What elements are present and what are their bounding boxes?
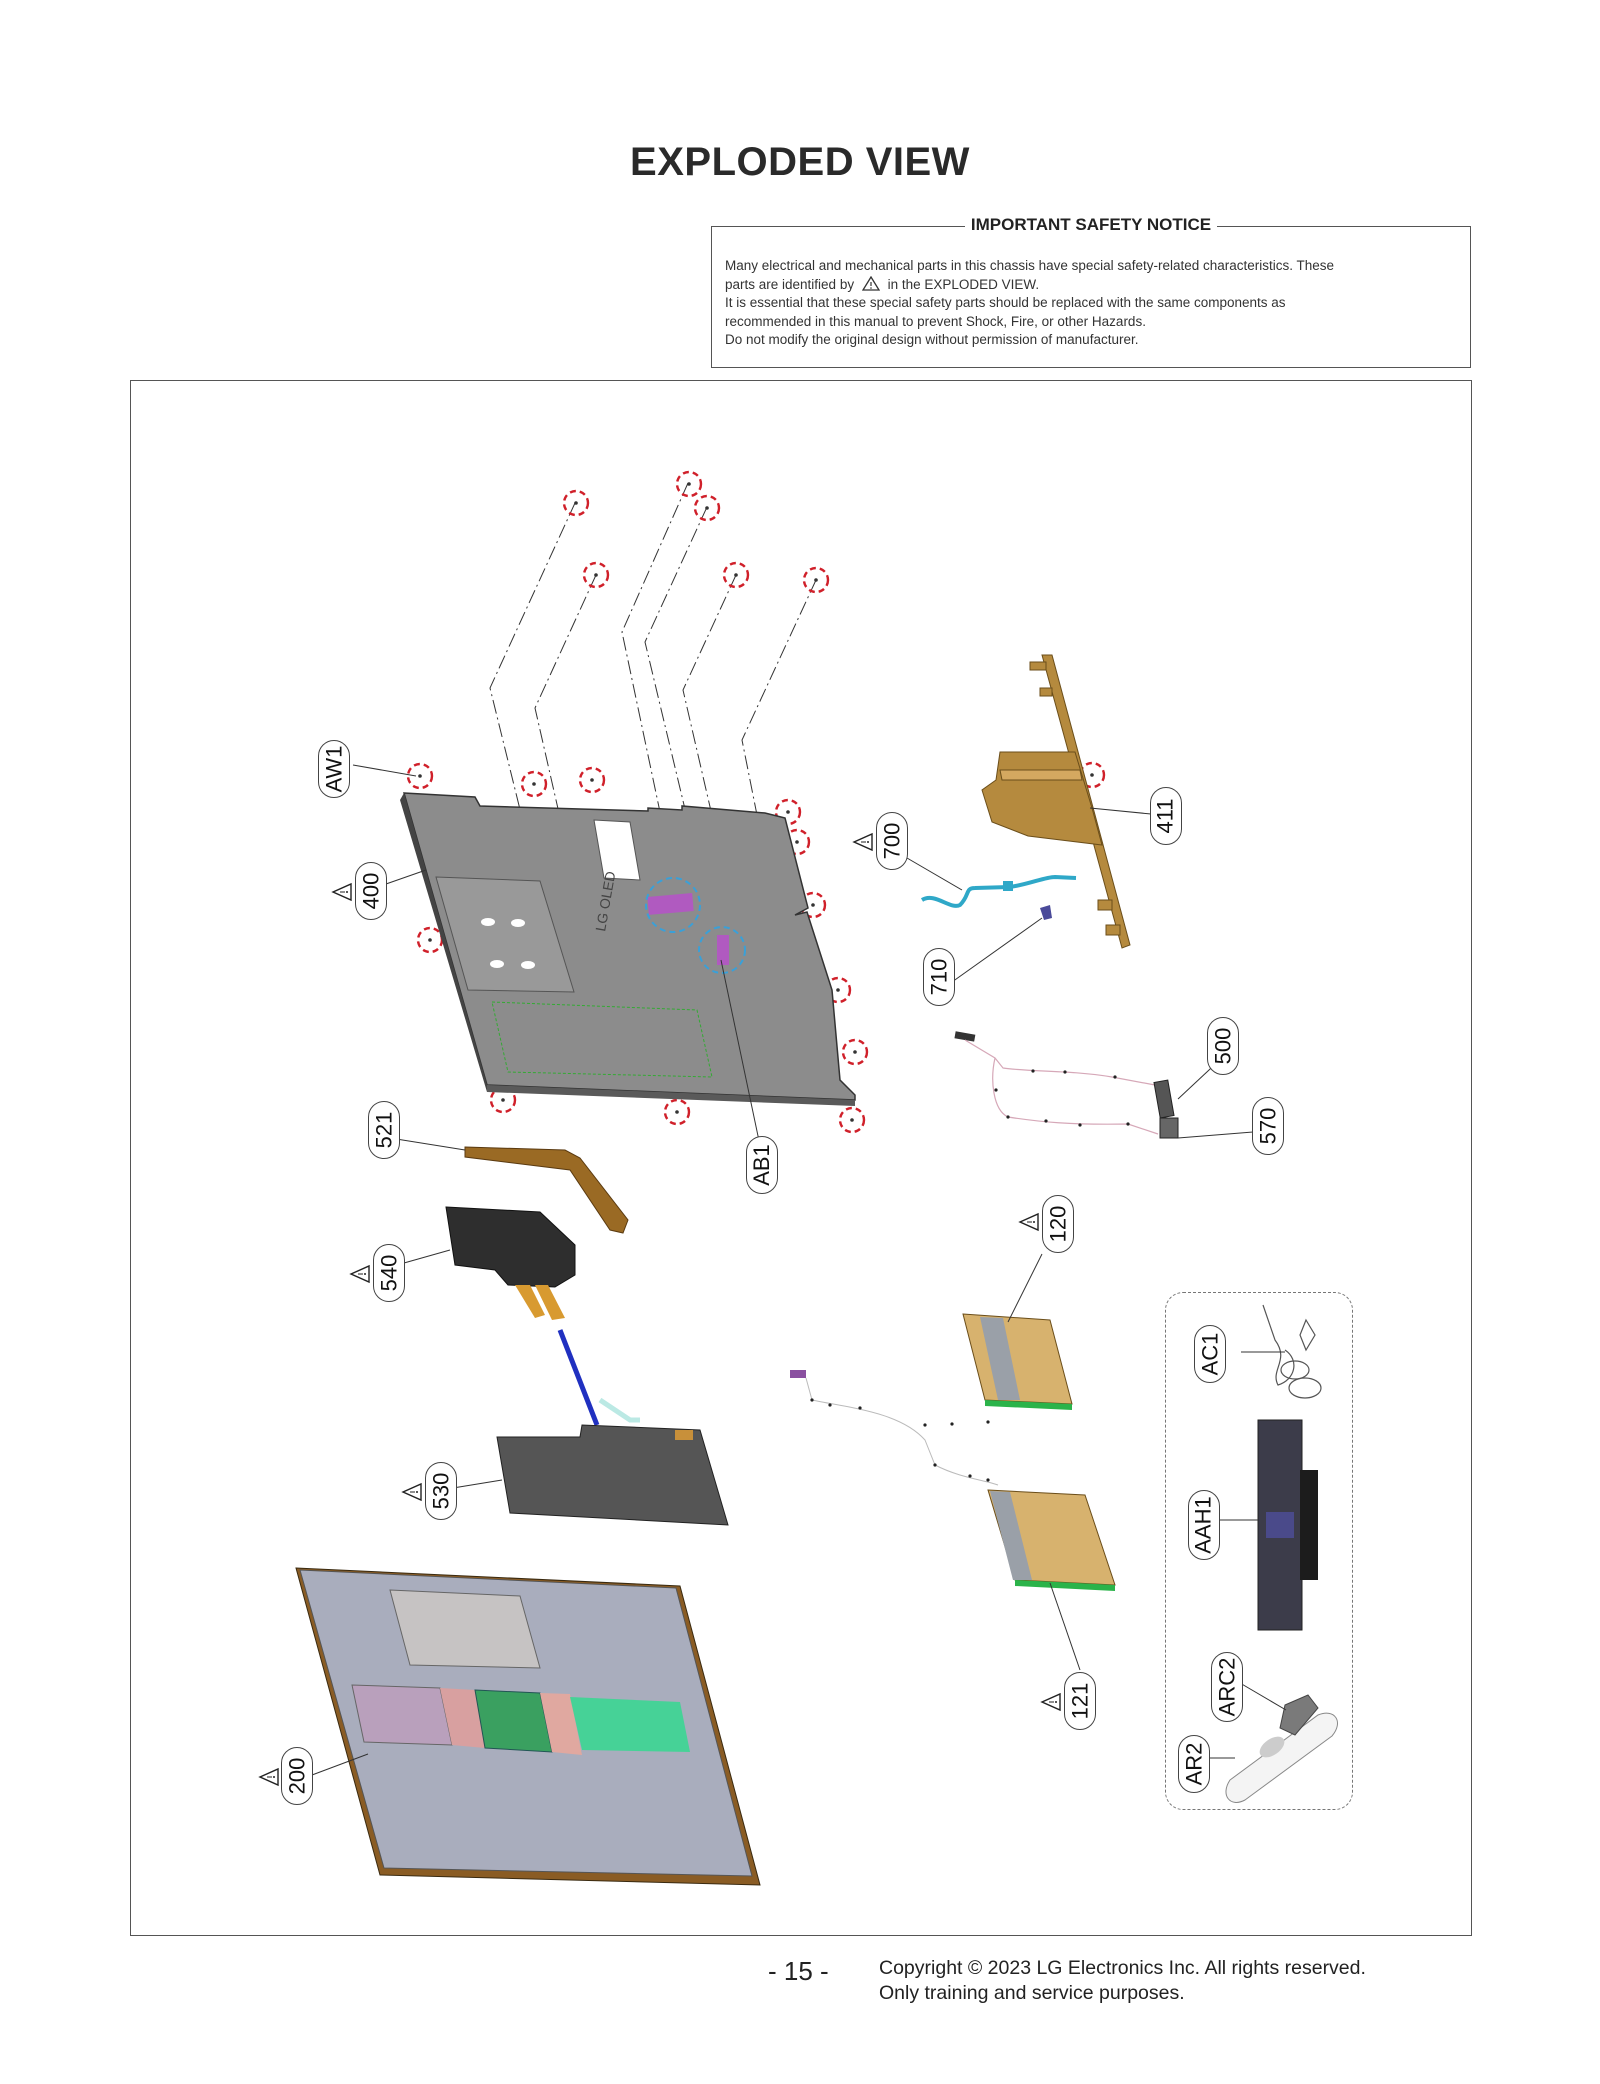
copyright-line-1: Copyright © 2023 LG Electronics Inc. All rights reserved. xyxy=(879,1957,1366,1979)
copyright-line-2: Only training and service purposes. xyxy=(879,1982,1185,2004)
page-number: - 15 - xyxy=(768,1956,829,1986)
callout-AW1: AW1 xyxy=(318,740,350,798)
callout-540: 540 xyxy=(373,1244,405,1302)
warning-triangle-icon xyxy=(852,832,874,852)
copyright-notice xyxy=(879,1956,1366,2006)
notice-line-5: Do not modify the original design without permission of manufacturer. xyxy=(725,332,1139,347)
warning-triangle-icon xyxy=(349,1264,371,1284)
board-interconnect-cable xyxy=(790,1370,998,1485)
page-title: EXPLODED VIEW xyxy=(630,140,970,184)
callout-AB1: AB1 xyxy=(746,1136,778,1194)
callout-AR2: AR2 xyxy=(1178,1735,1210,1793)
ffc-cable xyxy=(560,1330,597,1425)
oled-panel-200 xyxy=(296,1568,760,1885)
callout-530: 530 xyxy=(425,1462,457,1520)
callout-120: 120 xyxy=(1042,1195,1074,1253)
rear-cover-400 xyxy=(400,793,855,1106)
callout-710: 710 xyxy=(923,948,955,1006)
callout-400: 400 xyxy=(355,862,387,920)
notice-line-4: recommended in this manual to prevent Shock, Fire, or other Hazards. xyxy=(725,313,1146,329)
warning-triangle-icon xyxy=(331,882,353,902)
cable-700 xyxy=(922,877,1076,906)
power-board-121 xyxy=(988,1490,1115,1591)
callout-700: 700 xyxy=(876,812,908,870)
callout-121: 121 xyxy=(1064,1672,1096,1730)
warning-triangle-icon xyxy=(401,1482,423,1502)
notice-line-1: Many electrical and mechanical parts in this chassis have special safety-related characteristics. These xyxy=(725,258,1335,273)
svg-text:LG OLED: LG OLED xyxy=(592,869,619,933)
safety-notice-title: IMPORTANT SAFETY NOTICE xyxy=(965,215,1217,234)
notice-line-3: It is essential that these special safety parts should be replaced with the same components as xyxy=(725,295,1286,310)
callout-AAH1: AAH1 xyxy=(1188,1490,1220,1560)
tcon-board-530 xyxy=(497,1425,728,1525)
callout-500: 500 xyxy=(1207,1017,1239,1075)
power-board-120 xyxy=(963,1314,1072,1410)
callout-AC1: AC1 xyxy=(1194,1325,1226,1383)
main-board-540 xyxy=(446,1207,575,1320)
notice-line-2-pre: parts are identified by xyxy=(725,276,855,292)
callout-411: 411 xyxy=(1150,787,1182,845)
callout-570: 570 xyxy=(1252,1097,1284,1155)
speaker-cable-500-570 xyxy=(954,1031,1178,1138)
warning-triangle-icon xyxy=(1018,1212,1040,1232)
warning-triangle-icon xyxy=(1040,1692,1062,1712)
callout-200: 200 xyxy=(281,1747,313,1805)
notice-line-2-post: in the EXPLODED VIEW. xyxy=(887,276,1040,292)
callout-ARC2: ARC2 xyxy=(1211,1652,1243,1722)
callout-521: 521 xyxy=(368,1101,400,1159)
bracket-411 xyxy=(982,655,1130,948)
warning-triangle-icon xyxy=(258,1767,280,1787)
